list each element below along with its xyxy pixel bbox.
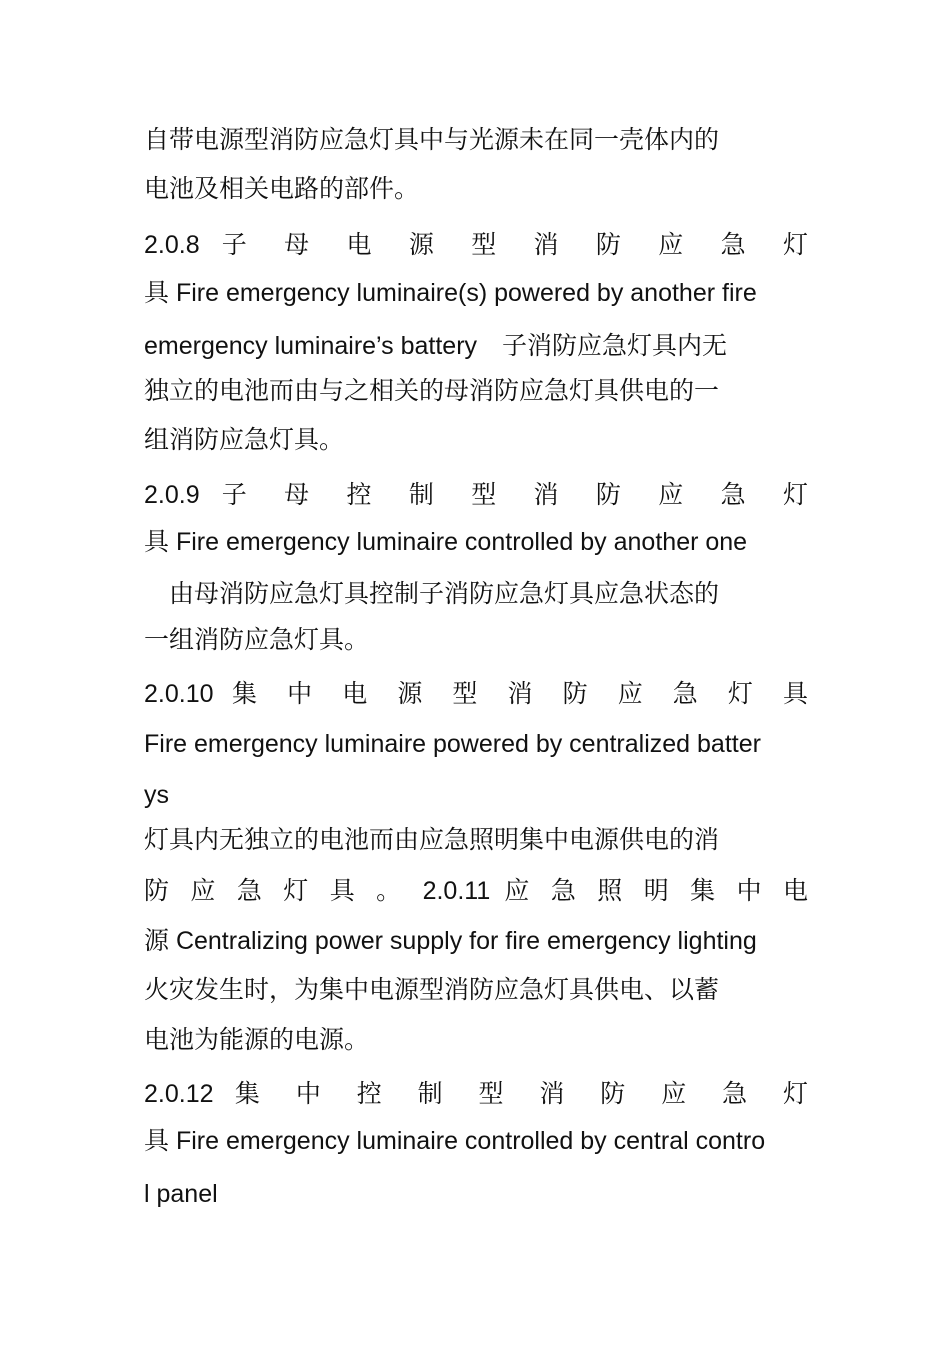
text-line: 电池为能源的电源。	[144, 1025, 370, 1054]
term-heading-2-0-8: 2.0.8 子 母 电 源 型 消 防 应 急 灯	[144, 231, 808, 259]
text-line: 一组消防应急灯具。	[144, 625, 370, 654]
term-heading-2-0-12: 2.0.12 集 中 控 制 型 消 防 应 急 灯	[144, 1080, 808, 1108]
text-line: 具 Fire emergency luminaire controlled by another one	[144, 528, 748, 556]
text-line: 火灾发生时，为集中电源型消防应急灯具供电、以蓄	[144, 975, 720, 1004]
text-line: l panel	[144, 1180, 218, 1208]
term-heading-2-0-9: 2.0.9 子 母 控 制 型 消 防 应 急 灯	[144, 481, 808, 509]
text-line: 自带电源型消防应急灯具中与光源未在同一壳体内的	[144, 125, 720, 154]
text-line: 组消防应急灯具。	[144, 425, 345, 454]
text-line: 独立的电池而由与之相关的母消防应急灯具供电的一	[144, 376, 720, 405]
text-line: 源 Centralizing power supply for fire emergency lighting	[144, 927, 757, 955]
term-heading-2-0-10: 2.0.10 集 中 电 源 型 消 防 应 急 灯 具	[144, 680, 808, 708]
term-heading-2-0-11: 防 应 急 灯 具 。 2.0.11 应 急 照 明 集 中 电	[144, 877, 808, 905]
text-line: 电池及相关电路的部件。	[144, 174, 420, 203]
text-line: emergency luminaire’s battery 子消防应急灯具内无	[144, 332, 728, 360]
text-line: ys	[144, 781, 169, 809]
text-line: Fire emergency luminaire powered by centralized batter	[144, 730, 761, 758]
text-line: 具 Fire emergency luminaire(s) powered by another fire	[144, 279, 757, 307]
text-line: 由母消防应急灯具控制子消防应急灯具应急状态的	[144, 579, 720, 608]
text-line: 灯具内无独立的电池而由应急照明集中电源供电的消	[144, 825, 720, 854]
text-line: 具 Fire emergency luminaire controlled by central contro	[144, 1127, 766, 1155]
